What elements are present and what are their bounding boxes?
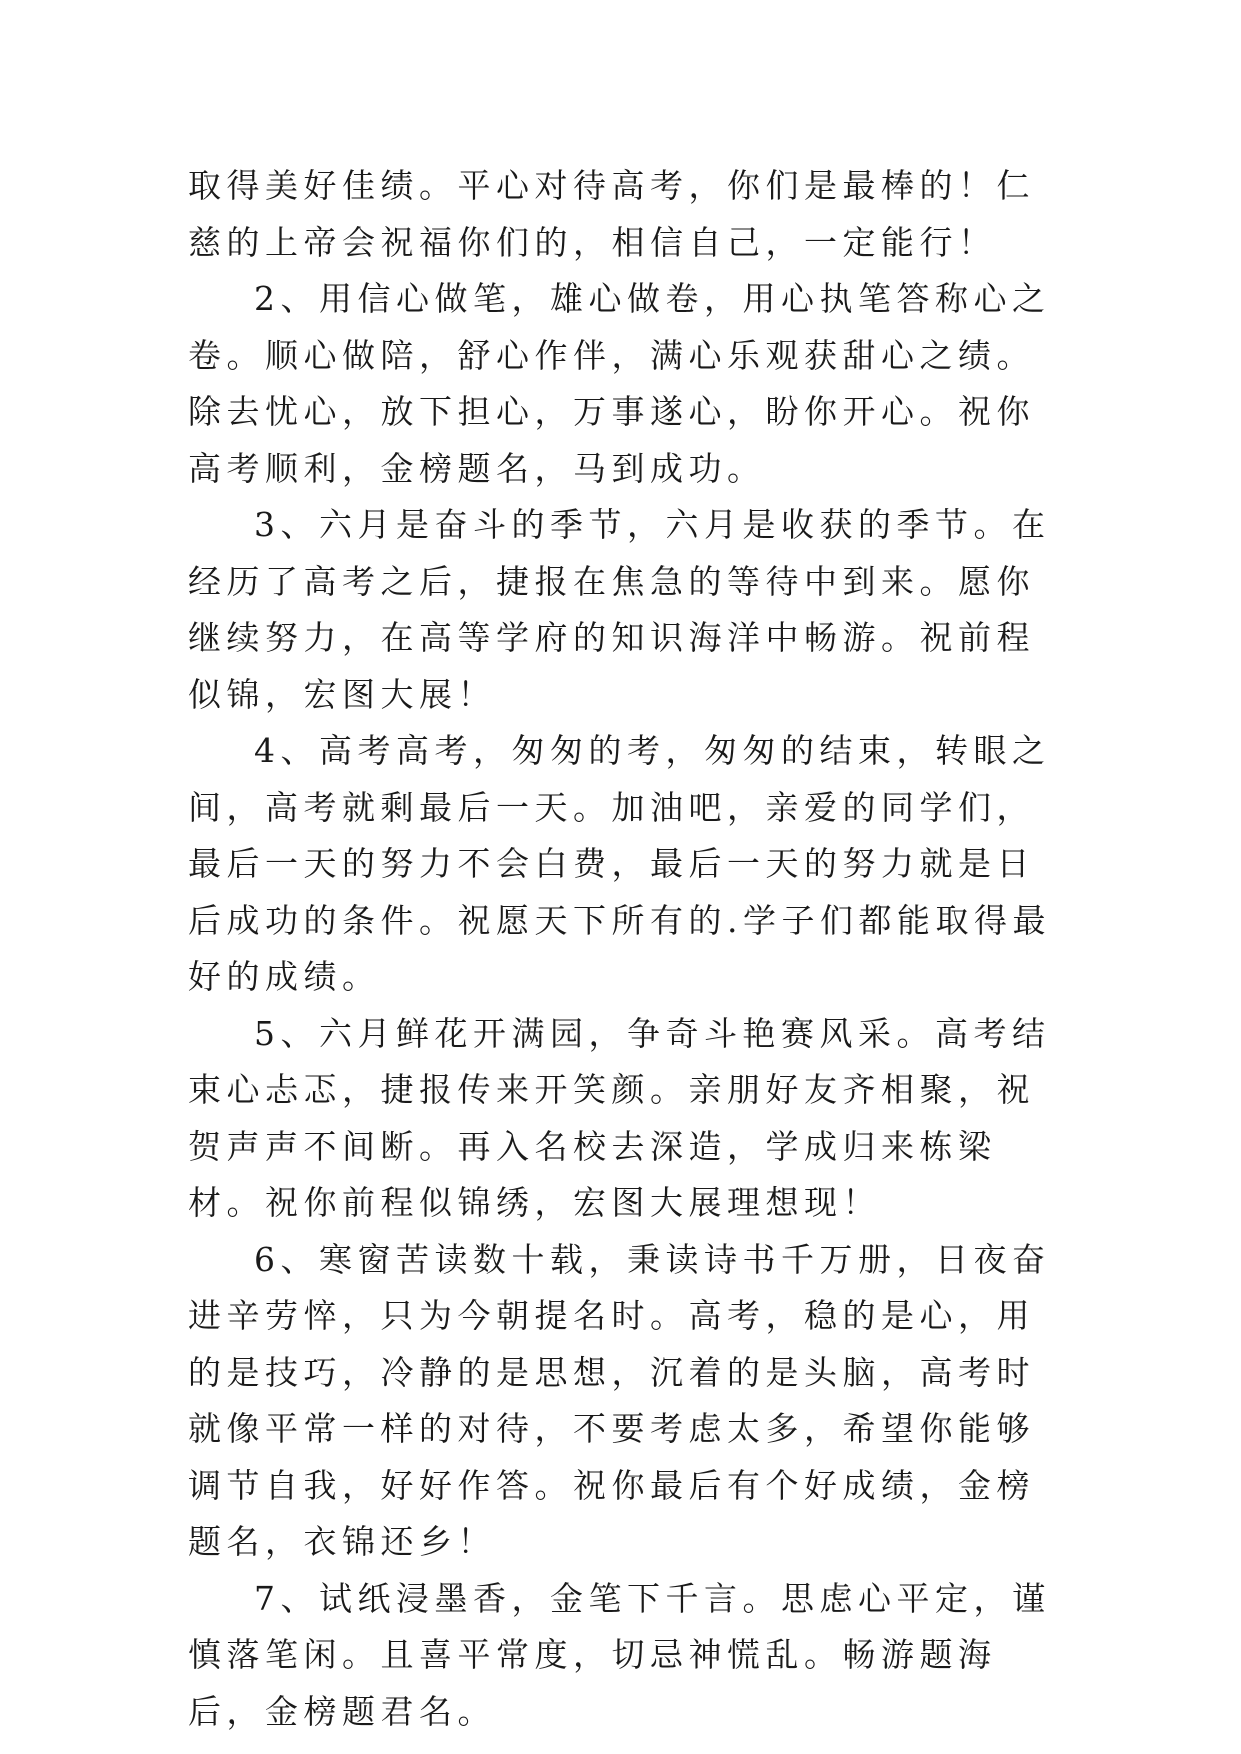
paragraph-5: 5、六月鲜花开满园，争奇斗艳赛风采。高考结束心忐忑，捷报传来开笑颜。亲朋好友齐相聚，祝贺声声不间断。再入名校去深造，学成归来栋梁材。祝你前程似锦绣，宏图大展理想现！ bbox=[188, 1013, 1051, 1222]
paragraph-1-continuation: 取得美好佳绩。平心对待高考，你们是最棒的！仁慈的上帝会祝福你们的，相信自己，一定能行！ bbox=[188, 166, 1035, 262]
paragraph-7: 7、试纸浸墨香，金笔下千言。思虑心平定，谨慎落笔闲。且喜平常度，切忌神慌乱。畅游题海后，金榜题君名。 bbox=[188, 1578, 1051, 1731]
paragraph-2: 2、用信心做笔，雄心做卷，用心执笔答称心之卷。顺心做陪，舒心作伴，满心乐观获甜心之绩。除去忧心，放下担心，万事遂心，盼你开心。祝你高考顺利，金榜题名，马到成功。 bbox=[188, 279, 1051, 488]
paragraph-6: 6、寒窗苦读数十载，秉读诗书千万册，日夜奋进辛劳悴，只为今朝提名时。高考，稳的是心，用的是技巧，冷静的是思想，沉着的是头脑，高考时就像平常一样的对待，不要考虑太多，希望你能够调节自我，好好作答。祝你最后有个好成绩，金榜题名，衣锦还乡！ bbox=[188, 1239, 1051, 1561]
paragraph-3: 3、六月是奋斗的季节，六月是收获的季节。在经历了高考之后，捷报在焦急的等待中到来。愿你继续努力，在高等学府的知识海洋中畅游。祝前程似锦，宏图大展！ bbox=[188, 505, 1051, 714]
paragraph-4: 4、高考高考，匆匆的考，匆匆的结束，转眼之间，高考就剩最后一天。加油吧，亲爱的同学们，最后一天的努力不会白费，最后一天的努力就是日后成功的条件。祝愿天下所有的.学子们都能取得最好的成绩。 bbox=[188, 731, 1051, 996]
document-body bbox=[188, 158, 1068, 1740]
